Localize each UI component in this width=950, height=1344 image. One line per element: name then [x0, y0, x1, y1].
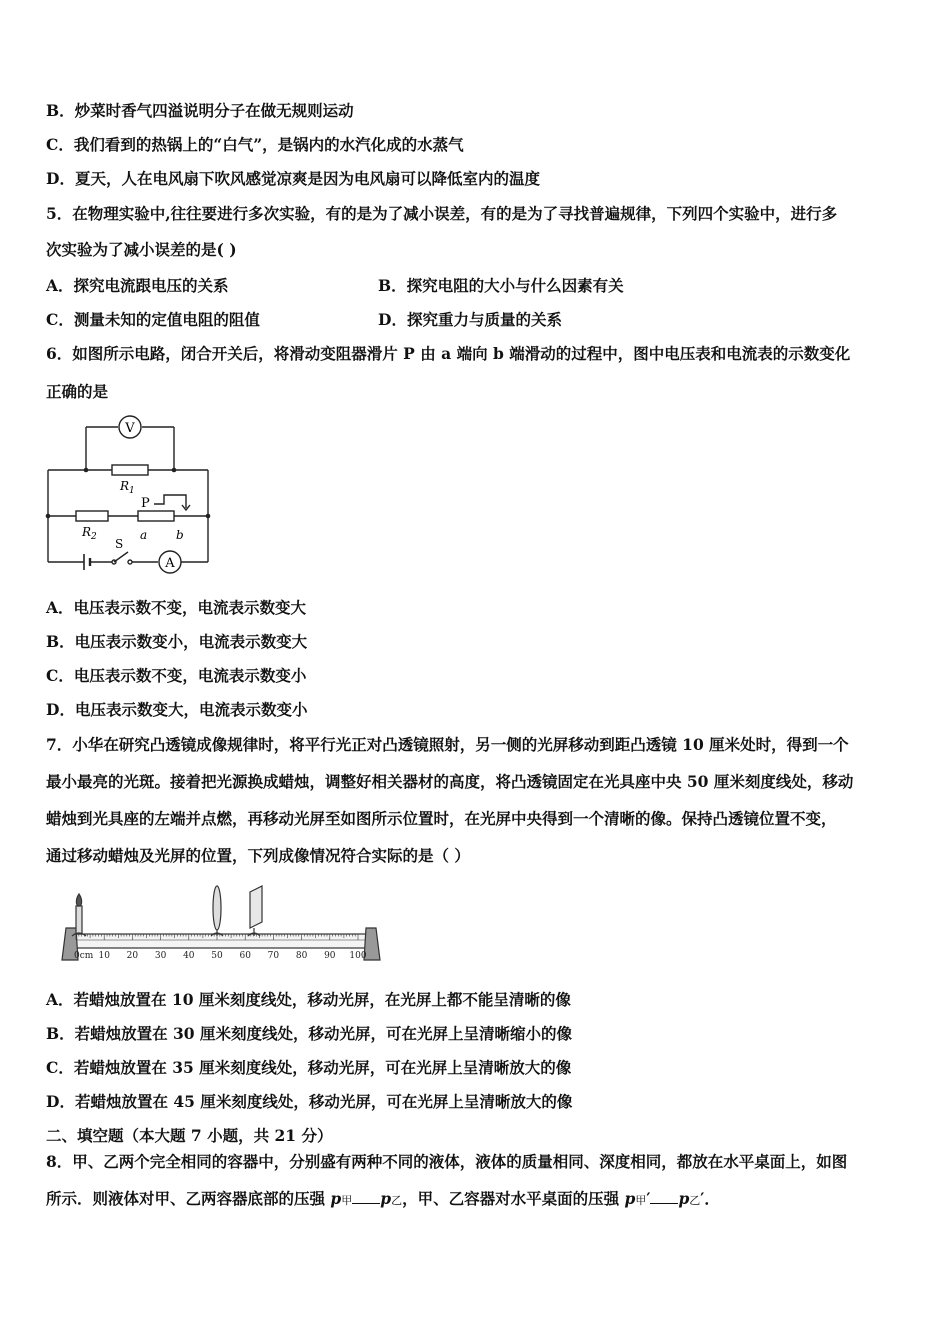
bench-scale-label: 70	[267, 951, 280, 961]
q4-option-d: D．夏天，人在电风扇下吹风感觉凉爽是因为电风扇可以降低室内的温度	[46, 169, 540, 188]
r1-label: $R_1$	[120, 479, 135, 496]
q5-option-b: B．探究电阻的大小与什么因素有关	[378, 276, 624, 295]
q5-option-a: A．探究电流跟电压的关系	[46, 276, 229, 295]
rheostat	[138, 511, 174, 521]
q7-stem-line4: 通过移动蜡烛及光屏的位置，下列成像情况符合实际的是（ ）	[46, 846, 470, 865]
q8-stem-line1: 8．甲、乙两个完全相同的容器中，分别盛有两种不同的液体，液体的质量相同、深度相同，都放在水平桌面上，如图	[46, 1152, 848, 1171]
q4-option-c: C．我们看到的热锅上的“白气”，是锅内的水汽化成的水蒸气	[46, 135, 464, 154]
bench-scale-label: 30	[154, 951, 167, 961]
q7-option-a: A．若蜡烛放置在 10 厘米刻度线处，移动光屏，在光屏上都不能呈清晰的像	[46, 990, 571, 1009]
bench-scale-label: 40	[183, 951, 195, 961]
end-a-label: a	[140, 528, 148, 542]
q6-option-a: A．电压表示数不变，电流表示数变大	[46, 598, 307, 617]
q5-option-d: D．探究重力与质量的关系	[378, 310, 562, 329]
bench-scale-label: 0cm	[74, 951, 94, 961]
bench-scale-label: 80	[295, 951, 308, 961]
bench-scale-label: 60	[239, 951, 251, 961]
q7-option-b: B．若蜡烛放置在 30 厘米刻度线处，移动光屏，可在光屏上呈清晰缩小的像	[46, 1024, 572, 1043]
answer-blank-1[interactable]	[352, 1189, 380, 1204]
circuit-diagram	[40, 410, 220, 580]
q6-option-b: B．电压表示数变小，电流表示数变大	[46, 632, 308, 651]
r2-label: $R_2$	[82, 525, 97, 542]
q5-option-c: C．测量未知的定值电阻的阻值	[46, 310, 260, 329]
slider-label: P	[141, 496, 150, 511]
bench-scale-label: 100	[349, 951, 367, 961]
bench-scale-label: 50	[211, 951, 223, 961]
bench-scale-label: 20	[126, 951, 139, 961]
q4-option-b: B．炒菜时香气四溢说明分子在做无规则运动	[46, 101, 354, 120]
end-b-label: b	[176, 528, 184, 542]
q6-option-d: D．电压表示数变大，电流表示数变小	[46, 700, 308, 719]
q5-stem-line1: 5．在物理实验中,往往要进行多次实验，有的是为了减小误差，有的是为了寻找普遍规律，下列四个实验中，进行多	[46, 204, 838, 223]
switch-label: S	[115, 537, 124, 551]
q7-stem-line2: 最小最亮的光斑。接着把光源换成蜡烛，调整好相关器材的高度，将凸透镜固定在光具座中央 50 厘米刻度线处，移动	[46, 772, 854, 791]
q6-option-c: C．电压表示数不变，电流表示数变小	[46, 666, 307, 685]
q7-option-c: C．若蜡烛放置在 35 厘米刻度线处，移动光屏，可在光屏上呈清晰放大的像	[46, 1058, 572, 1077]
q7-stem-line1: 7．小华在研究凸透镜成像规律时，将平行光正对凸透镜照射，另一侧的光屏移动到距凸透镜 10 厘米处时，得到一个	[46, 735, 849, 754]
r2-resistor	[76, 511, 108, 521]
bench-scale-label: 10	[98, 951, 110, 961]
r1-resistor	[112, 465, 148, 475]
bench-scale-label: 90	[324, 951, 336, 961]
voltmeter-label: V	[125, 421, 135, 436]
q6-stem-line2: 正确的是	[46, 382, 109, 401]
q7-stem-line3: 蜡烛到光具座的左端并点燃，再移动光屏至如图所示位置时，在光屏中央得到一个清晰的像。保持凸透镜位置不变，	[46, 809, 837, 828]
q8-stem-line2: 所示．则液体对甲、乙两容器底部的压强 p甲 p乙，甲、乙容器对水平桌面的压强 p甲′ p乙′．	[46, 1189, 720, 1208]
ammeter-label: A	[165, 556, 175, 571]
q5-stem-line2: 次实验为了减小误差的是( )	[46, 240, 237, 259]
q6-stem-line1: 6．如图所示电路，闭合开关后，将滑动变阻器滑片 P 由 a 端向 b 端滑动的过程中，图中电压表和电流表的示数变化	[46, 344, 851, 363]
optical-bench-diagram	[48, 878, 388, 968]
q7-option-d: D．若蜡烛放置在 45 厘米刻度线处，移动光屏，可在光屏上呈清晰放大的像	[46, 1092, 573, 1111]
section-2-title: 二、填空题（本大题 7 小题，共 21 分）	[46, 1126, 333, 1145]
answer-blank-2[interactable]	[650, 1189, 678, 1204]
